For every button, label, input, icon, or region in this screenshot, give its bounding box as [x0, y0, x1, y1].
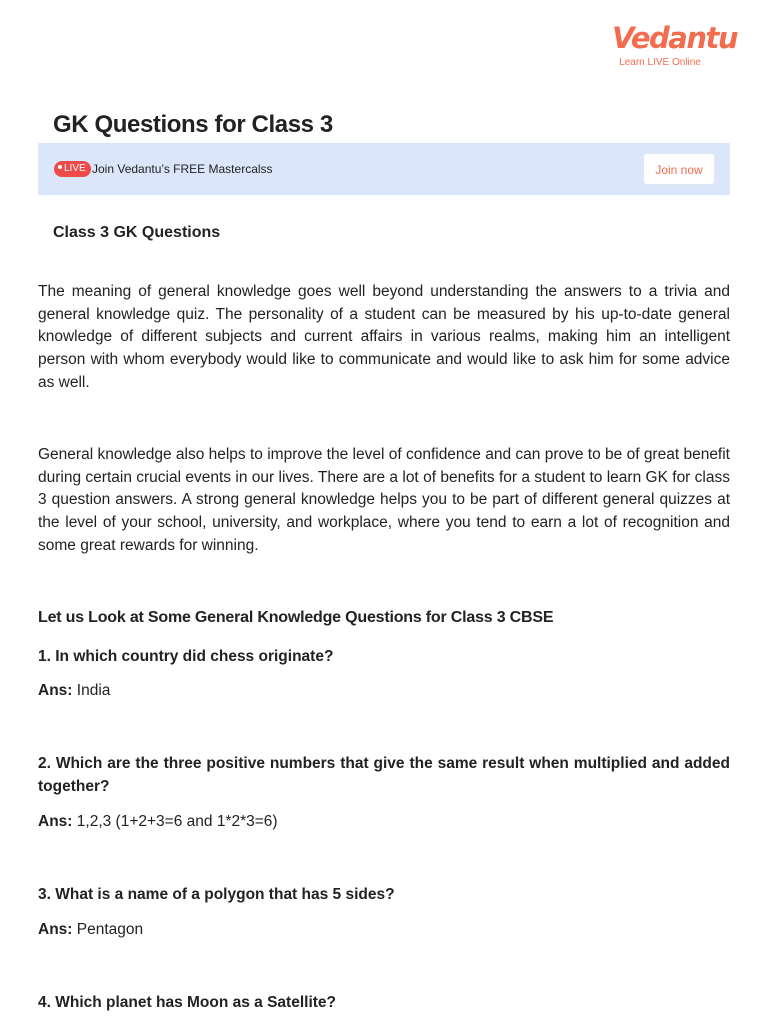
answer-3	[38, 919, 143, 941]
question-1: 1. In which country did chess originate?	[38, 648, 334, 665]
benefits-paragraph: General knowledge also helps to improve the level of confidence and can prove to be of great benefit during certain crucial events in our lives. There are a lot of benefits for a student to learn GK for class 3 question answers. A strong general knowledge helps you to be part of different general quizzes at the level of your school, university, and workplace, where you tend to earn a lot of recognition and some great rewards for winning.	[38, 446, 730, 554]
answer-1	[38, 680, 110, 702]
question-4: 4. Which planet has Moon as a Satellite?	[38, 994, 337, 1011]
logo-tagline: Learn LIVE Online	[619, 57, 701, 68]
intro-paragraph: The meaning of general knowledge goes well beyond understanding the answers to a trivia and general knowledge quiz. The personality of a student can be measured by his up-to-date general knowledge of different subjects and current affairs in various realms, making him an intelligent person with whom everybody would like to communicate and would like to ask him for some advice as well.	[38, 283, 730, 391]
question-3: 3. What is a name of a polygon that has 5 sides?	[38, 886, 395, 903]
live-badge	[54, 161, 91, 177]
answer-label: Ans:	[38, 682, 73, 699]
banner-text: Join Vedantu’s FREE Mastercalss	[92, 162, 273, 176]
join-now-button[interactable]: Join now	[643, 153, 715, 185]
page-title: GK Questions for Class 3	[53, 111, 333, 138]
question-2: 2. Which are the three positive numbers that give the same result when multiplied and added together?	[38, 755, 730, 795]
live-dot-icon	[58, 165, 62, 169]
answer-text: 1,2,3 (1+2+3=6 and 1*2*3=6)	[76, 813, 278, 830]
section-heading: Class 3 GK Questions	[53, 224, 221, 241]
masterclass-banner	[38, 143, 730, 195]
logo-wordmark: Vedantu	[612, 21, 737, 55]
answer-text: Pentagon	[76, 921, 144, 938]
answer-2	[38, 811, 278, 833]
vedantu-logo[interactable]	[612, 21, 737, 68]
answer-label: Ans:	[38, 813, 73, 830]
questions-heading: Let us Look at Some General Knowledge Questions for Class 3 CBSE	[38, 609, 554, 626]
live-badge-label: LIVE	[64, 163, 86, 174]
answer-label: Ans:	[38, 921, 73, 938]
answer-text: India	[76, 682, 111, 699]
